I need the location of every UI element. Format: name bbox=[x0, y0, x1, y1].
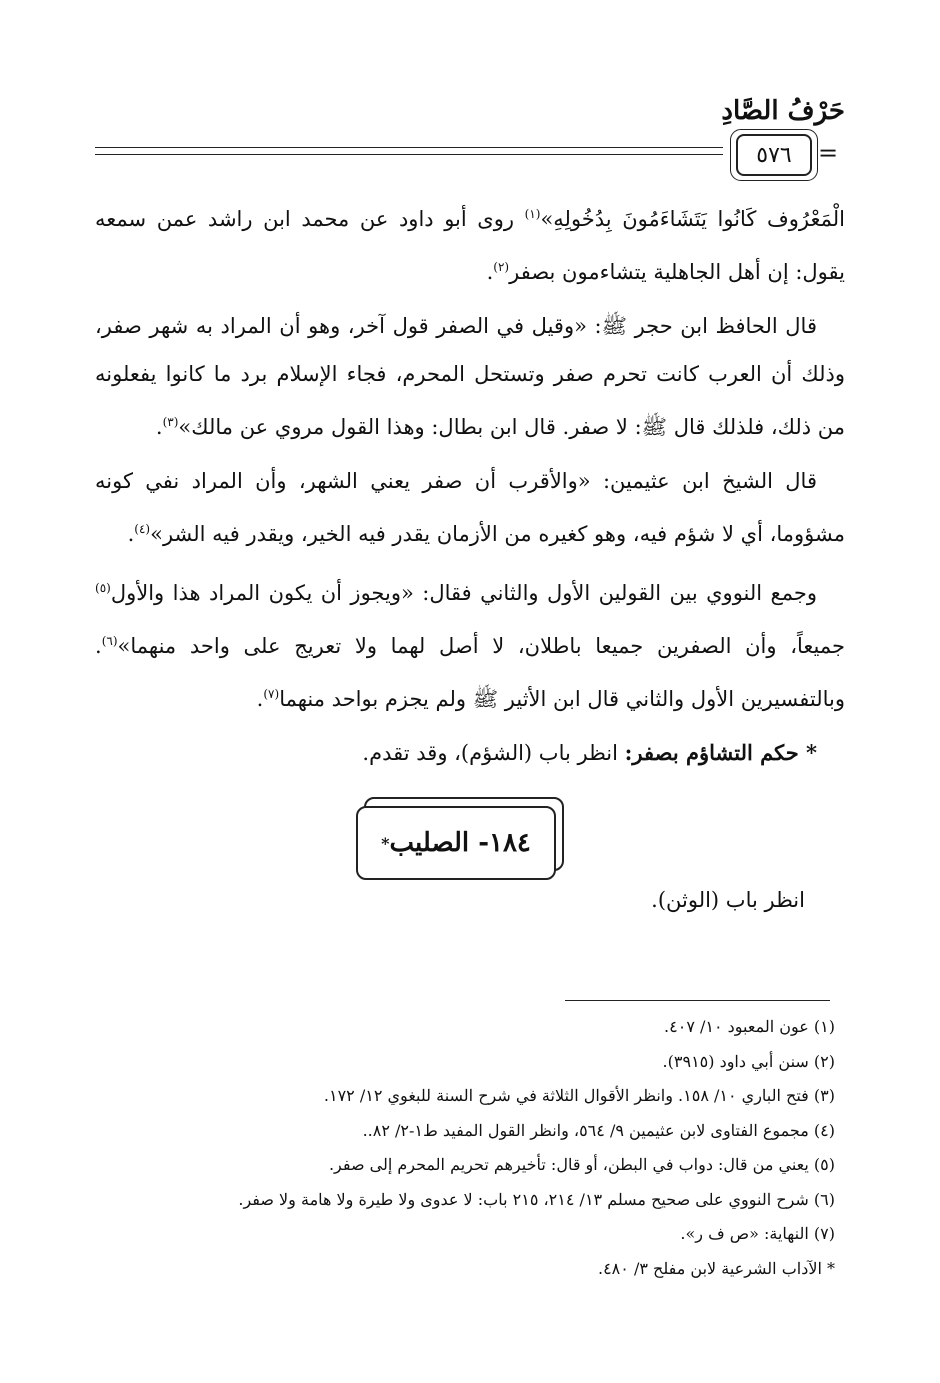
paragraph-end: . bbox=[486, 260, 494, 284]
footnote-ref: (٥) bbox=[95, 581, 111, 595]
footnote-item: (٥) يعني من قال: دواب في البطن، أو قال: تأخيرهم تحريم المحرم إلى صفر. bbox=[328, 1155, 835, 1174]
header-rule-top bbox=[95, 147, 723, 148]
paragraph-4-text-a: وجمع النووي بين القولين الأول والثاني فقال: «ويجوز أن يكون المراد هذا والأول bbox=[110, 581, 817, 605]
footnote-separator bbox=[565, 1000, 830, 1001]
paragraph-1-text-a: الْمَعْرُوف كَانُوا يَتَشَاءَمُونَ بِدُخُولِهِ» bbox=[540, 207, 845, 231]
footnote-item: (٢) سنن أبي داود (٣٩١٥). bbox=[662, 1051, 835, 1071]
footnote-item: (٧) النهاية: «ص ف ر». bbox=[680, 1224, 835, 1243]
header-mark: = bbox=[818, 139, 839, 167]
ruling-paragraph bbox=[95, 729, 845, 777]
paragraph-2 bbox=[95, 302, 845, 451]
chapter-title: ١٨٤- الصليب bbox=[389, 828, 531, 858]
chapter-star: * bbox=[381, 833, 390, 853]
footnote-item: (٦) شرح النووي على صحيح مسلم ١٣/ ٢١٤، ٢١٥ باب: لا عدوى ولا طيرة ولا هامة ولا صفر. bbox=[238, 1189, 835, 1209]
chapter-see-reference: انظر باب (الوثن). bbox=[651, 888, 805, 912]
header-rule-bottom bbox=[95, 154, 723, 155]
ruling-label: * حكم التشاؤم بصفر: bbox=[624, 740, 817, 765]
footnote-item: (٤) مجموع الفتاوى لابن عثيمين ٩/ ٥٦٤، وانظر القول المفيد ط١-٢/ ٨٢.. bbox=[362, 1120, 835, 1140]
paragraph-4-text-c: . وبالتفسيرين الأول والثاني قال ابن الأثير ﷺ ولم يجزم بواحد منهما bbox=[95, 634, 845, 711]
paragraph-1-text-b: روى أبو داود عن محمد ابن راشد عمن سمعه يقول: إن أهل الجاهلية يتشاءمون بصفر bbox=[95, 207, 845, 284]
page-number: ٥٧٦ bbox=[736, 134, 812, 176]
footnotes bbox=[95, 1010, 835, 1286]
paragraph-3 bbox=[95, 457, 845, 558]
footnote-ref: (٣) bbox=[162, 415, 179, 429]
chapter-heading bbox=[356, 806, 556, 880]
footnote-ref: (٧) bbox=[263, 687, 280, 701]
paragraph-3-text: قال الشيخ ابن عثيمين: «والأقرب أن صفر يعني الشهر، وأن المراد نفي كونه مشؤوما، أي لا شؤم فيه، وهو كغيره من الأزمان يقدر فيه الخير، ويقدر فيه الشر» bbox=[95, 469, 845, 546]
paragraph-1 bbox=[95, 190, 845, 296]
paragraph-end: . bbox=[127, 522, 135, 546]
footnote-item: (١) عون المعبود ١٠/ ٤٠٧. bbox=[664, 1017, 835, 1036]
paragraph-2-text: قال الحافظ ابن حجر ﷺ: «وقيل في الصفر قول آخر، وهو أن المراد به شهر صفر، وذلك أن العرب كانت تحرم صفر وتستحل المحرم، فجاء الإسلام برد ما كانوا يفعلونه من ذلك، فلذلك قال ﷺ: لا صفر. قال ابن بطال: وهذا القول مروي عن مالك» bbox=[95, 314, 845, 439]
running-header-title: حَرْفُ الصَّادِ bbox=[721, 96, 845, 126]
footnote-item: (٣) فتح الباري ١٠/ ١٥٨. وانظر الأقوال الثلاثة في شرح السنة للبغوي ١٢/ ١٧٢. bbox=[323, 1086, 835, 1105]
main-text bbox=[95, 190, 845, 783]
footnote-ref: (١) bbox=[524, 207, 541, 221]
paragraph-4-text-b: جميعاً، وأن الصفرين جميعا باطلان، لا أصل لهما ولا تعريج على واحد منهما» bbox=[117, 634, 845, 658]
paragraph-end: . bbox=[155, 415, 163, 439]
ruling-text: انظر باب (الشؤم)، وقد تقدم. bbox=[362, 741, 625, 765]
footnote-item: * الآداب الشرعية لابن مفلح ٣/ ٤٨٠. bbox=[597, 1258, 835, 1278]
footnote-ref: (٤) bbox=[134, 522, 151, 536]
footnote-ref: (٢) bbox=[493, 260, 510, 274]
paragraph-end: . bbox=[256, 687, 264, 711]
paragraph-4 bbox=[95, 564, 845, 723]
footnote-ref: (٦) bbox=[101, 634, 118, 648]
